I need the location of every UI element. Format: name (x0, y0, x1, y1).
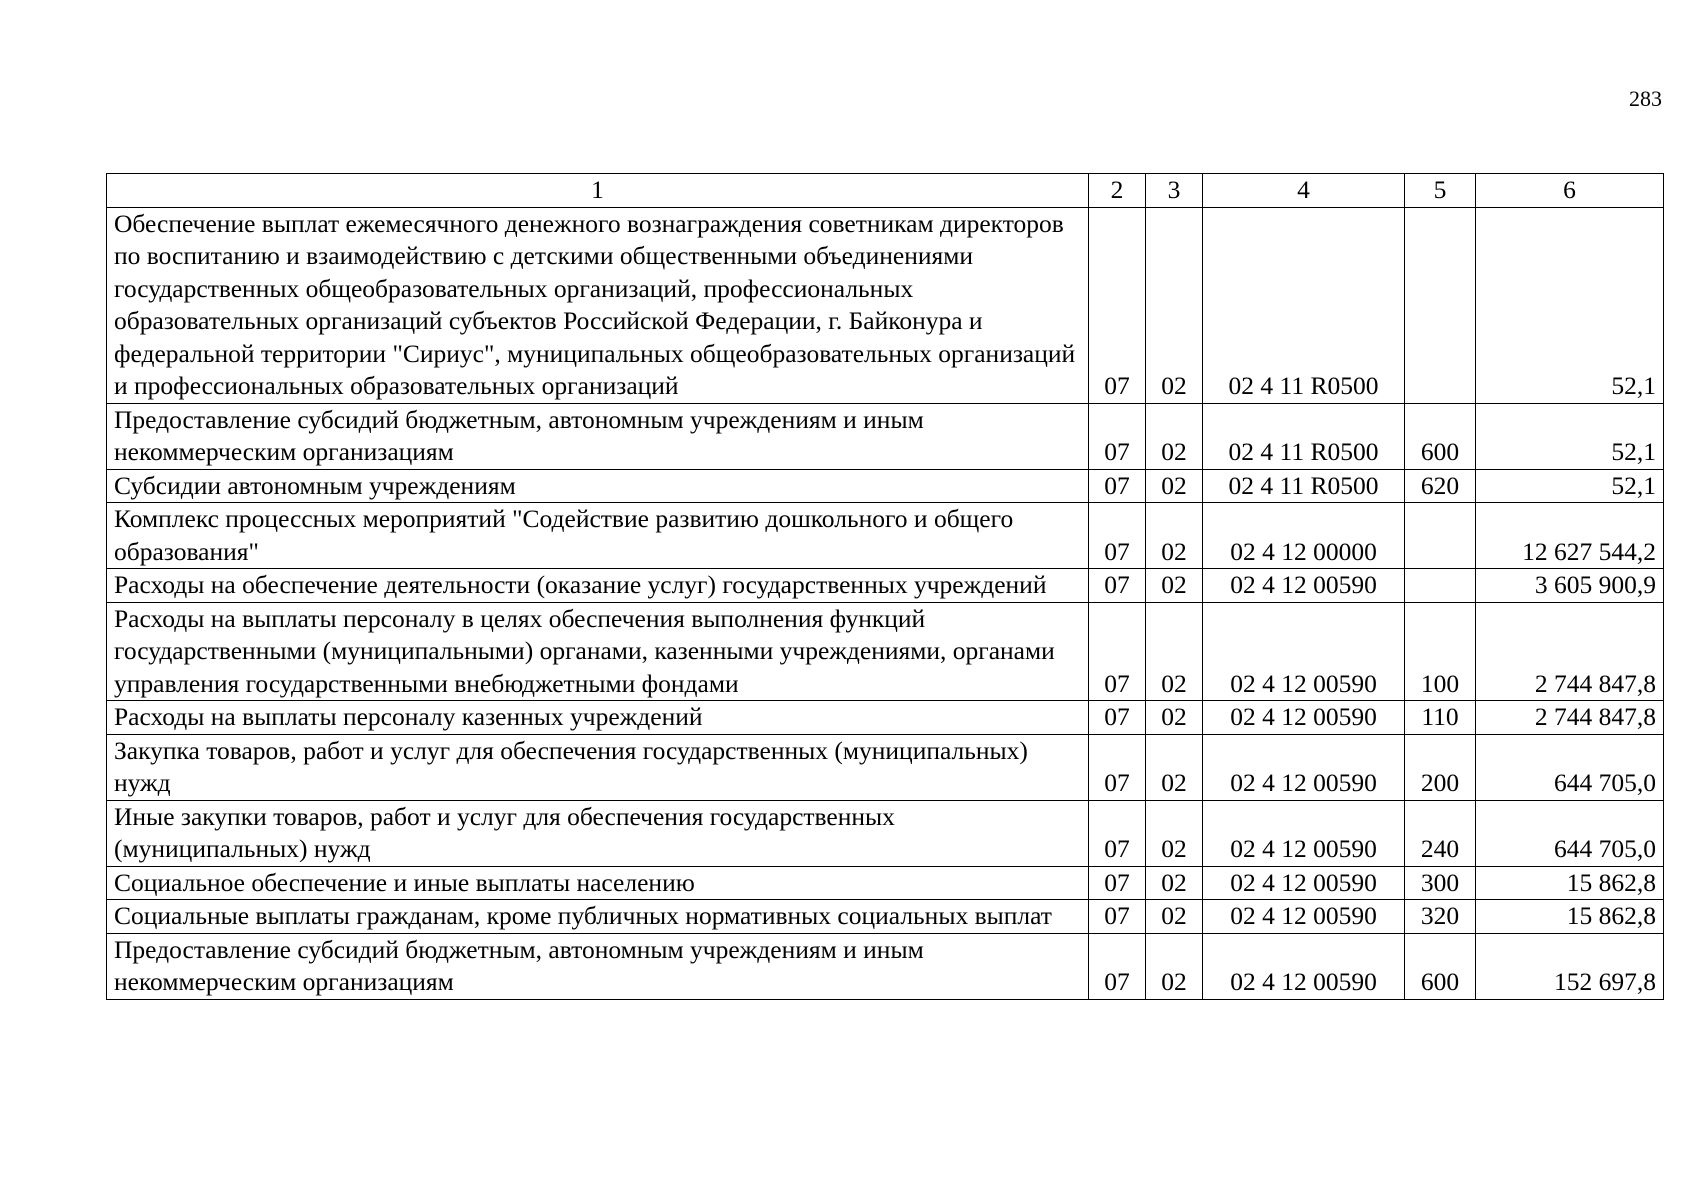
header-col-3: 3 (1146, 174, 1203, 208)
header-col-1: 1 (107, 174, 1089, 208)
row-name: Расходы на выплаты персоналу казенных учреждений (107, 701, 1089, 735)
table-row (107, 569, 1664, 603)
table-row (107, 701, 1664, 735)
row-subsection: 02 (1146, 503, 1203, 569)
row-subsection: 02 (1146, 469, 1203, 503)
row-target-code: 02 4 11 R0500 (1203, 469, 1405, 503)
row-expense-type: 100 (1405, 602, 1476, 701)
row-amount: 644 705,0 (1476, 734, 1664, 800)
row-subsection: 02 (1146, 800, 1203, 866)
row-name: Предоставление субсидий бюджетным, автономным учреждениям и иным некоммерческим организациям (107, 403, 1089, 469)
row-amount: 2 744 847,8 (1476, 701, 1664, 735)
row-target-code: 02 4 12 00590 (1203, 866, 1405, 900)
header-col-5: 5 (1405, 174, 1476, 208)
table-row (107, 866, 1664, 900)
row-section: 07 (1089, 207, 1146, 403)
row-section: 07 (1089, 933, 1146, 999)
row-target-code: 02 4 12 00590 (1203, 933, 1405, 999)
row-name: Закупка товаров, работ и услуг для обеспечения государственных (муниципальных) нужд (107, 734, 1089, 800)
row-section: 07 (1089, 469, 1146, 503)
table-row (107, 602, 1664, 701)
row-subsection: 02 (1146, 900, 1203, 934)
table-row (107, 207, 1664, 403)
row-name: Расходы на выплаты персоналу в целях обеспечения выполнения функций государственными (муниципальными) органами, казенными учреждениями, органами управления государственными внебюджетными фондами (107, 602, 1089, 701)
row-expense-type: 600 (1405, 403, 1476, 469)
table-row (107, 503, 1664, 569)
table-row (107, 933, 1664, 999)
row-name: Субсидии автономным учреждениям (107, 469, 1089, 503)
row-amount: 52,1 (1476, 469, 1664, 503)
row-target-code: 02 4 12 00590 (1203, 734, 1405, 800)
row-subsection: 02 (1146, 933, 1203, 999)
row-name: Социальное обеспечение и иные выплаты населению (107, 866, 1089, 900)
row-amount: 644 705,0 (1476, 800, 1664, 866)
row-subsection: 02 (1146, 734, 1203, 800)
row-subsection: 02 (1146, 207, 1203, 403)
row-amount: 152 697,8 (1476, 933, 1664, 999)
row-section: 07 (1089, 900, 1146, 934)
budget-table (106, 173, 1664, 1000)
row-name: Расходы на обеспечение деятельности (оказание услуг) государственных учреждений (107, 569, 1089, 603)
row-target-code: 02 4 12 00590 (1203, 800, 1405, 866)
row-name: Предоставление субсидий бюджетным, автономным учреждениям и иным некоммерческим организациям (107, 933, 1089, 999)
row-expense-type (1405, 503, 1476, 569)
row-amount: 52,1 (1476, 207, 1664, 403)
row-amount: 2 744 847,8 (1476, 602, 1664, 701)
row-section: 07 (1089, 403, 1146, 469)
row-subsection: 02 (1146, 403, 1203, 469)
table-row (107, 403, 1664, 469)
row-amount: 15 862,8 (1476, 900, 1664, 934)
row-subsection: 02 (1146, 569, 1203, 603)
row-section: 07 (1089, 701, 1146, 735)
row-subsection: 02 (1146, 602, 1203, 701)
table-row (107, 734, 1664, 800)
row-amount: 52,1 (1476, 403, 1664, 469)
row-target-code: 02 4 12 00590 (1203, 569, 1405, 603)
row-expense-type: 320 (1405, 900, 1476, 934)
row-section: 07 (1089, 734, 1146, 800)
table-row (107, 900, 1664, 934)
row-subsection: 02 (1146, 866, 1203, 900)
table-header-row (107, 174, 1664, 208)
row-subsection: 02 (1146, 701, 1203, 735)
row-target-code: 02 4 11 R0500 (1203, 207, 1405, 403)
row-target-code: 02 4 12 00590 (1203, 900, 1405, 934)
table-row (107, 800, 1664, 866)
row-section: 07 (1089, 569, 1146, 603)
row-expense-type (1405, 207, 1476, 403)
row-expense-type: 110 (1405, 701, 1476, 735)
page-number: 283 (1629, 86, 1662, 111)
row-amount: 3 605 900,9 (1476, 569, 1664, 603)
row-expense-type: 620 (1405, 469, 1476, 503)
row-name: Социальные выплаты гражданам, кроме публичных нормативных социальных выплат (107, 900, 1089, 934)
header-col-4: 4 (1203, 174, 1405, 208)
row-section: 07 (1089, 602, 1146, 701)
row-expense-type: 600 (1405, 933, 1476, 999)
row-target-code: 02 4 11 R0500 (1203, 403, 1405, 469)
row-amount: 12 627 544,2 (1476, 503, 1664, 569)
row-name: Иные закупки товаров, работ и услуг для обеспечения государственных (муниципальных) нужд (107, 800, 1089, 866)
row-expense-type: 200 (1405, 734, 1476, 800)
row-section: 07 (1089, 800, 1146, 866)
row-name: Обеспечение выплат ежемесячного денежного вознаграждения советникам директоров по воспитанию и взаимодействию с детскими общественными объединениями государственных общеобразовательных организаций, профессиональных образовательных организаций субъектов Российской Федерации, г. Байконура и федеральной территории "Сириус", муниципальных общеобразовательных организаций и профессиональных образовательных организаций (107, 207, 1089, 403)
row-expense-type: 300 (1405, 866, 1476, 900)
row-amount: 15 862,8 (1476, 866, 1664, 900)
row-section: 07 (1089, 503, 1146, 569)
header-col-2: 2 (1089, 174, 1146, 208)
row-target-code: 02 4 12 00590 (1203, 602, 1405, 701)
row-target-code: 02 4 12 00000 (1203, 503, 1405, 569)
table-row (107, 469, 1664, 503)
row-expense-type: 240 (1405, 800, 1476, 866)
header-col-6: 6 (1476, 174, 1664, 208)
row-section: 07 (1089, 866, 1146, 900)
row-target-code: 02 4 12 00590 (1203, 701, 1405, 735)
row-expense-type (1405, 569, 1476, 603)
row-name: Комплекс процессных мероприятий "Содействие развитию дошкольного и общего образования" (107, 503, 1089, 569)
